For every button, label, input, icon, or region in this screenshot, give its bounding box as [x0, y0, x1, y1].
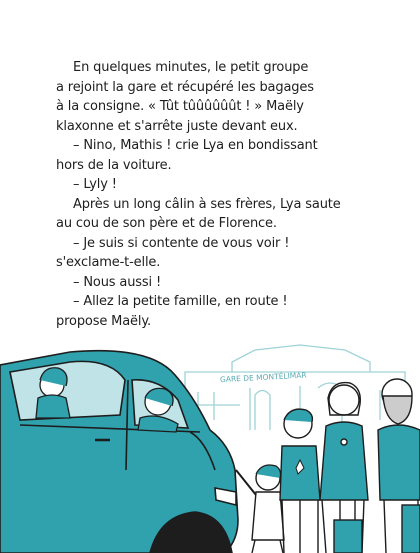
suitcase: [334, 500, 362, 553]
story-line: Après un long câlin à ses frères, Lya saute: [73, 196, 341, 212]
story-line: klaxonne et s'arrête juste devant eux.: [56, 118, 298, 134]
story-line: à la consigne. « Tût tûûûûûût ! » Maëly: [56, 99, 304, 114]
father: [378, 379, 420, 553]
story-line: hors de la voiture.: [56, 157, 172, 173]
story-line: propose Maëly.: [56, 313, 152, 329]
station-illustration: [0, 334, 420, 553]
story-line: s'exclame-t-elle.: [56, 255, 161, 270]
station-sign: GARE DE MONTÉLIMAR: [219, 370, 307, 385]
story-line: – Nino, Mathis ! crie Lya en bondissant: [73, 138, 318, 153]
boy: [280, 409, 320, 553]
story-line: – Nous aussi !: [73, 274, 162, 290]
story-line: En quelques minutes, le petit groupe: [73, 60, 309, 75]
car: [0, 351, 238, 553]
story-line: a rejoint la gare et récupéré les bagages: [56, 79, 314, 95]
story-text: [56, 58, 376, 331]
story-line: au cou de son père et de Florence.: [56, 216, 277, 231]
story-line: – Allez la petite famille, en route !: [73, 294, 288, 309]
story-line: – Lyly !: [73, 177, 117, 192]
story-line: – Je suis si contente de vous voir !: [73, 235, 290, 251]
